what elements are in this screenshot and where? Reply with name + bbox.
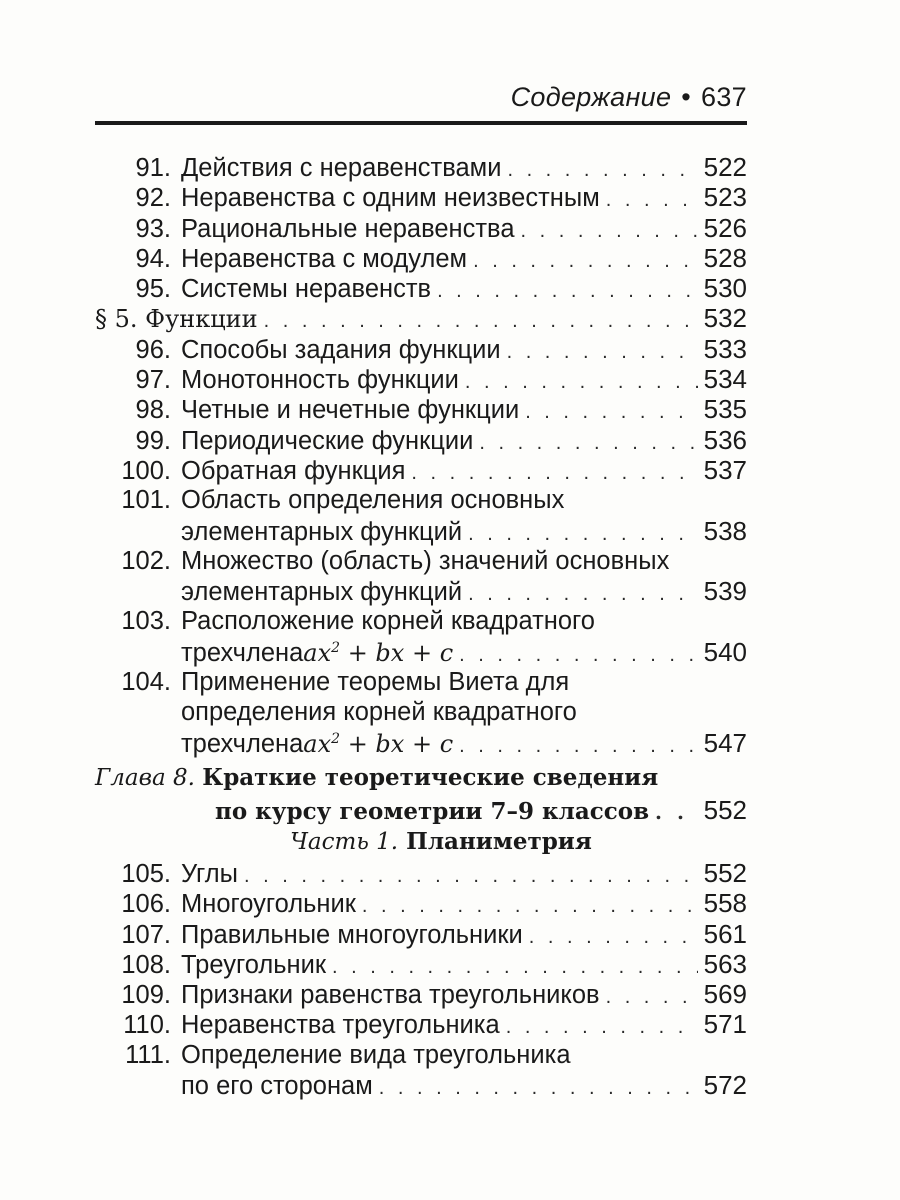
running-header — [95, 82, 747, 113]
toc-entry-line — [95, 979, 747, 1009]
entry-number: 100. — [121, 456, 171, 485]
leader-dots — [507, 337, 698, 367]
entry-number: 101. — [121, 486, 171, 515]
entry-number: 99. — [135, 426, 171, 455]
entry-number: 104. — [121, 668, 171, 697]
entry-page-number: 528 — [703, 242, 747, 273]
entry-title: Признаки равенства треугольников — [181, 981, 600, 1010]
leader-dots — [264, 306, 698, 336]
entry-number: 96. — [135, 335, 171, 364]
leader-dots — [459, 731, 697, 761]
chapter-title-line1: Краткие теоретические сведения — [202, 763, 659, 791]
toc-entry-line — [95, 858, 747, 888]
entry-number: 97. — [135, 366, 171, 395]
toc-entry-line — [95, 888, 747, 918]
toc-entry-line — [95, 243, 747, 273]
entry-number: 98. — [135, 396, 171, 425]
toc-entry-line — [95, 334, 747, 364]
entry-title: Применение теоремы Виета для — [181, 668, 570, 697]
part-title: Планиметрия — [406, 827, 592, 855]
entry-page-number: 571 — [703, 1009, 747, 1040]
entry-title: Множество (область) значений основных — [181, 546, 670, 575]
entry-title: Четные и нечетные функции — [181, 396, 520, 425]
leader-dots — [529, 922, 698, 952]
entry-number: 91. — [135, 154, 171, 182]
entry-page-number: 536 — [703, 424, 747, 455]
entry-number: 109. — [121, 981, 171, 1010]
toc-entry[interactable] — [95, 273, 747, 303]
leader-dots — [473, 246, 698, 276]
entry-number: 105. — [121, 859, 171, 888]
chapter-heading[interactable] — [95, 762, 747, 794]
toc-entry-line — [95, 1040, 747, 1070]
header-title: Содержание — [510, 82, 672, 112]
toc-entry[interactable] — [95, 455, 747, 485]
toc-entry-line — [95, 919, 747, 949]
toc-entry-line — [95, 394, 747, 424]
entry-title: Обратная функция — [181, 456, 406, 485]
table-of-contents — [95, 152, 747, 1100]
entry-page-number: 530 — [703, 273, 747, 304]
toc-entry-line — [95, 728, 747, 758]
entry-formula: $ax^2$ + bx + c — [303, 729, 454, 758]
toc-entry-line — [95, 546, 747, 576]
toc-entry[interactable] — [95, 243, 747, 273]
entry-page-number: 539 — [703, 576, 747, 607]
entry-title: Способы задания функции — [181, 335, 501, 364]
entry-title: Треугольник — [181, 950, 326, 979]
toc-entry[interactable] — [95, 606, 747, 667]
entry-page-number: 569 — [703, 979, 747, 1010]
entry-number: 111. — [125, 1040, 171, 1069]
leader-dots — [411, 458, 697, 488]
chapter-title-line2: по курсу геометрии 7–9 классов — [215, 797, 650, 825]
header-bullet: • — [681, 82, 692, 112]
section-page-number: 532 — [703, 303, 747, 334]
section-heading[interactable] — [95, 303, 747, 333]
toc-entry-line — [95, 576, 747, 606]
entry-formula: $ax^2$ + bx + c — [303, 638, 454, 667]
entry-title: по его сторонам — [181, 1072, 373, 1101]
leader-dots — [468, 519, 698, 549]
toc-entry[interactable] — [95, 979, 747, 1009]
leader-dots — [521, 216, 698, 246]
toc-entry-line — [95, 1070, 747, 1100]
leader-dots — [459, 640, 697, 670]
leader-dots — [606, 185, 698, 215]
leader-dots — [362, 891, 698, 921]
toc-entry[interactable] — [95, 182, 747, 212]
entry-title: Многоугольник — [181, 890, 356, 919]
toc-entry-line — [95, 485, 747, 515]
entry-page-number: 572 — [703, 1070, 747, 1101]
leader-dots — [468, 579, 698, 609]
toc-entry[interactable] — [95, 213, 747, 243]
section-title: § 5. Функции — [95, 305, 258, 334]
entry-page-number: 534 — [703, 364, 747, 395]
toc-entry[interactable] — [95, 364, 747, 394]
leader-dots — [465, 367, 698, 397]
entry-number: 95. — [135, 275, 171, 304]
leader-dots — [525, 397, 697, 427]
toc-entry[interactable] — [95, 334, 747, 364]
entry-title: Неравенства с модулем — [181, 244, 468, 273]
toc-entry-line — [95, 364, 747, 394]
entry-number: 110. — [123, 1011, 171, 1040]
toc-entry[interactable] — [95, 152, 747, 182]
toc-entry-line — [95, 273, 747, 303]
toc-entry[interactable] — [95, 858, 747, 888]
entry-page-number: 537 — [703, 454, 747, 485]
entry-page-number: 523 — [703, 182, 747, 213]
toc-entry-line — [95, 516, 747, 546]
entry-page-number: 538 — [703, 515, 747, 546]
entry-title: Неравенства с одним неизвестным — [181, 184, 600, 213]
header-rule — [95, 121, 747, 125]
leader-dots — [606, 982, 698, 1012]
chapter-page-number: 552 — [703, 794, 747, 825]
entry-page-number: 522 — [703, 152, 747, 182]
leader-dots — [437, 276, 698, 306]
toc-entry[interactable] — [95, 394, 747, 424]
entry-page-number: 563 — [703, 948, 747, 979]
entry-title: Периодические функции — [181, 426, 474, 455]
entry-title: Неравенства треугольника — [181, 1011, 500, 1040]
entry-title: определения корней квадратного — [181, 698, 577, 727]
toc-entry[interactable] — [95, 1009, 747, 1039]
leader-dots — [507, 155, 697, 185]
entry-title: трехчлена — [181, 729, 304, 758]
leader-dots — [244, 861, 698, 891]
entry-title: трехчлена — [181, 638, 304, 667]
entry-page-number: 540 — [703, 636, 747, 667]
entry-title: Рациональные неравенства — [181, 214, 515, 243]
entry-page-number: 535 — [703, 394, 747, 425]
toc-entry-line — [95, 697, 747, 727]
entry-title: элементарных функций — [181, 517, 463, 546]
toc-entry-line — [95, 1009, 747, 1039]
header-page-number: 637 — [701, 82, 747, 112]
chapter-heading-line2 — [95, 794, 747, 826]
part-label: Часть 1. — [290, 828, 399, 855]
entry-number: 102. — [121, 546, 171, 575]
toc-entry[interactable] — [95, 667, 747, 758]
entry-title: элементарных функций — [181, 578, 463, 607]
entry-title: Область определения основных — [181, 486, 565, 515]
entry-title: Углы — [181, 859, 239, 888]
toc-entry-line — [95, 182, 747, 212]
entry-number: 92. — [135, 184, 171, 213]
entry-title: Правильные многоугольники — [181, 920, 523, 949]
toc-entry[interactable] — [95, 546, 747, 607]
toc-entry-line — [95, 606, 747, 636]
chapter-label: Глава 8. — [95, 764, 203, 791]
entry-title: Определение вида треугольника — [181, 1040, 571, 1069]
entry-number: 107. — [121, 920, 171, 949]
entry-number: 106. — [121, 890, 171, 919]
toc-entry[interactable] — [95, 1040, 747, 1101]
entry-title: Расположение корней квадратного — [181, 607, 595, 636]
part-heading[interactable] — [95, 826, 747, 858]
toc-entry[interactable] — [95, 425, 747, 455]
toc-entry-line — [95, 455, 747, 485]
entry-title: Системы неравенств — [181, 275, 432, 304]
entry-number: 108. — [121, 950, 171, 979]
formula-exponent: 2 — [331, 730, 341, 747]
toc-entry-line — [95, 637, 747, 667]
entry-page-number: 558 — [703, 888, 747, 919]
entry-number: 93. — [135, 214, 171, 243]
entry-title: Действия с неравенствами — [181, 154, 502, 182]
toc-entry-line — [95, 949, 747, 979]
entry-page-number: 526 — [703, 212, 747, 243]
entry-page-number: 547 — [703, 727, 747, 758]
toc-entry-line — [95, 213, 747, 243]
entry-page-number: 533 — [703, 333, 747, 364]
leader-dots — [506, 1012, 698, 1042]
entry-page-number: 561 — [703, 918, 747, 949]
toc-entry[interactable] — [95, 919, 747, 949]
entry-number: 103. — [121, 607, 171, 636]
leader-dots — [655, 796, 698, 828]
formula-exponent: 2 — [331, 639, 341, 656]
leader-dots — [479, 428, 697, 458]
entry-title: Монотонность функции — [181, 366, 459, 395]
leader-dots — [332, 952, 698, 982]
toc-entry-line — [95, 667, 747, 697]
entry-number: 94. — [135, 244, 171, 273]
toc-entry[interactable] — [95, 888, 747, 918]
toc-entry-line — [95, 425, 747, 455]
toc-entry[interactable] — [95, 485, 747, 546]
leader-dots — [379, 1073, 698, 1103]
toc-entry-line — [95, 152, 747, 182]
toc-entry[interactable] — [95, 949, 747, 979]
entry-page-number: 552 — [703, 857, 747, 888]
